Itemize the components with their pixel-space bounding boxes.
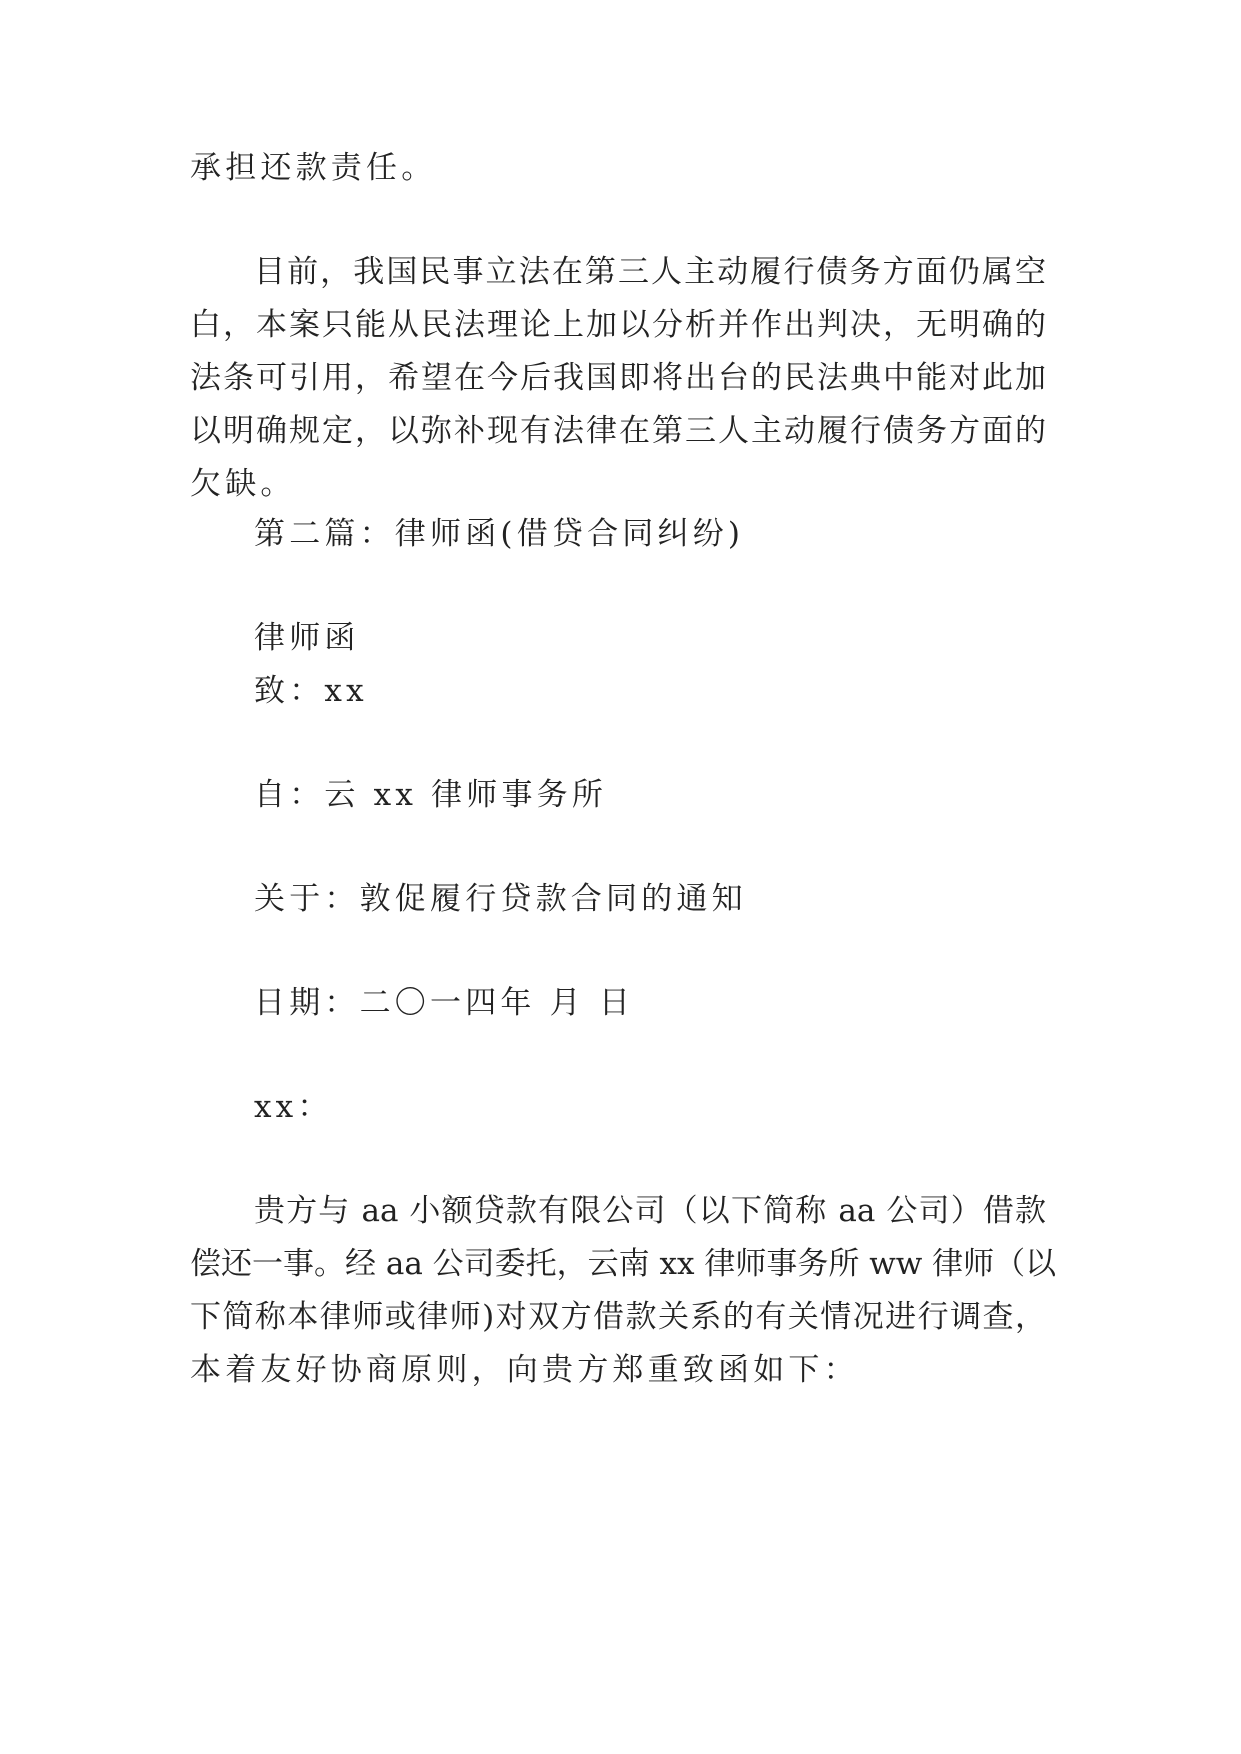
paragraph-line: 法条可引用，希望在今后我国即将出台的民法典中能对此加 bbox=[190, 360, 1046, 396]
paragraph-line: 贵方与 aa 小额贷款有限公司（以下简称 aa 公司）借款 bbox=[254, 1193, 1046, 1229]
subject-line: 关于：敦促履行贷款合同的通知 bbox=[254, 881, 747, 917]
paragraph-line: 下简称本律师或律师)对双方借款关系的有关情况进行调查， bbox=[190, 1299, 1046, 1335]
paragraph-line: 以明确规定，以弥补现有法律在第三人主动履行债务方面的 bbox=[190, 413, 1046, 449]
section-heading: 第二篇：律师函(借贷合同纠纷) bbox=[254, 516, 745, 552]
letter-title: 律师函 bbox=[254, 620, 360, 656]
recipient-line: 致：xx bbox=[254, 673, 368, 709]
paragraph-line: 欠缺。 bbox=[190, 466, 296, 502]
paragraph-line: 白，本案只能从民法理论上加以分析并作出判决，无明确的 bbox=[190, 307, 1046, 343]
salutation: xx： bbox=[254, 1089, 333, 1125]
paragraph-line: 偿还一事。经 aa 公司委托，云南 xx 律师事务所 ww 律师（以 bbox=[190, 1246, 1057, 1282]
date-line: 日期：二〇一四年 月 日 bbox=[254, 985, 635, 1021]
paragraph-line: 承担还款责任。 bbox=[190, 150, 437, 186]
paragraph-line: 目前，我国民事立法在第三人主动履行债务方面仍属空 bbox=[254, 254, 1046, 290]
sender-line: 自：云 xx 律师事务所 bbox=[254, 777, 608, 813]
paragraph-line: 本着友好协商原则，向贵方郑重致函如下： bbox=[190, 1352, 859, 1388]
